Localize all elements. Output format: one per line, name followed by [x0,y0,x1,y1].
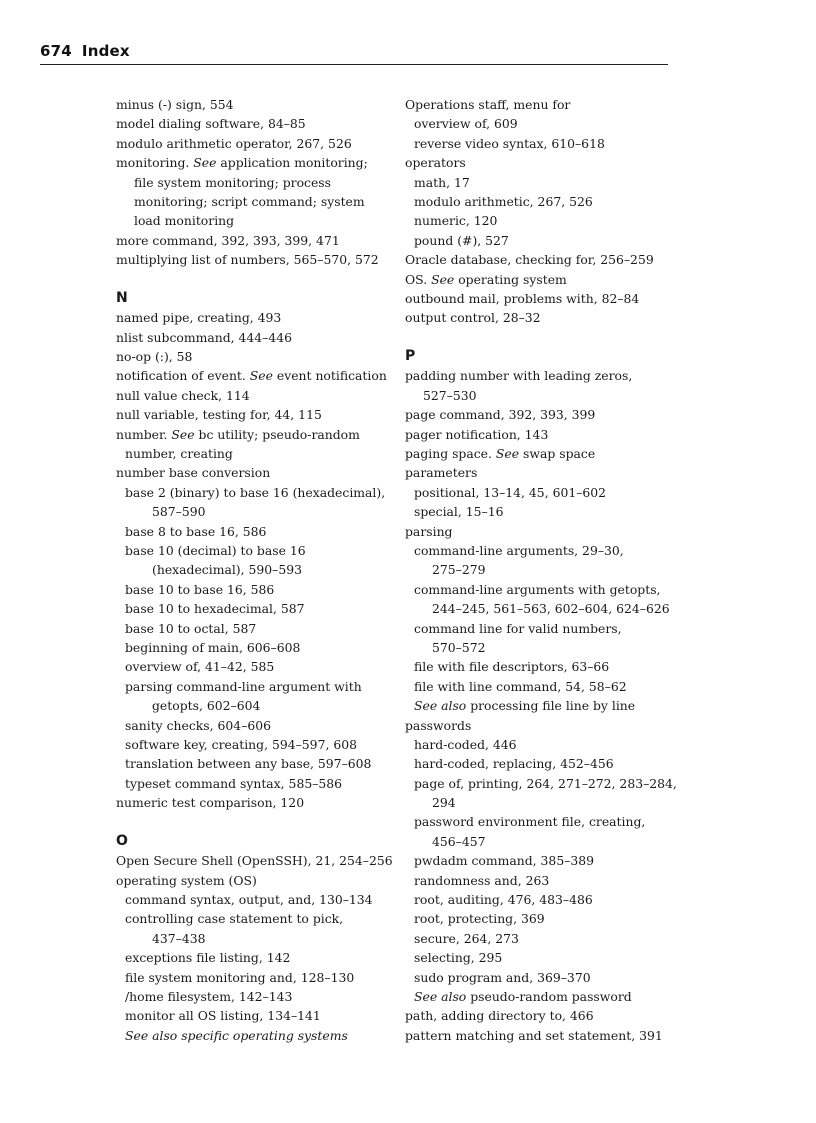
index-subentry [116,890,388,909]
entry-text: root, auditing, 476, 483–486 [414,892,593,908]
index-entry [116,405,388,424]
entry-text: passwords [405,717,472,733]
entry-text: Open Secure Shell (OpenSSH), 21, 254–256 [116,853,393,869]
index-subentry [116,1026,388,1045]
page-title: Index [81,42,130,60]
index-subentry [116,735,388,754]
entry-text: number, creating [125,446,233,462]
index-entry [405,270,673,289]
index-subentry [116,968,388,987]
entry-text: multiplying list of numbers, 565–570, 572 [116,252,379,268]
entry-text: special, 15–16 [414,504,504,520]
entry-text: root, protecting, 369 [414,911,545,927]
entry-text: nlist subcommand, 444–446 [116,329,293,345]
index-entry [405,95,673,114]
index-subentry [116,502,388,521]
index-entry [116,231,388,250]
entry-text: bc utility; pseudo-random [194,426,360,442]
index-entry [116,347,388,366]
index-subentry [116,211,388,230]
index-subentry [116,774,388,793]
entry-text: 570–572 [432,639,486,655]
index-subentry [405,909,673,928]
entry-text: See [193,155,217,171]
entry-text: See also [414,988,467,1004]
index-entry [116,793,388,812]
entry-text: command syntax, output, and, 130–134 [125,892,373,908]
index-subentry [405,812,673,831]
index-subentry [405,929,673,948]
index-column-right [405,95,677,1045]
index-entry [116,153,388,172]
index-subentry [405,735,673,754]
entry-text: operators [405,155,466,171]
index-subentry [116,909,388,928]
index-subentry [405,386,673,405]
index-subentry [116,541,388,560]
index-subentry [405,134,673,153]
entry-text: pattern matching and set statement, 391 [405,1027,663,1043]
index-subentry [405,871,673,890]
index-subentry [116,444,388,463]
index-entry [405,522,673,541]
index-subentry [405,211,673,230]
section-letter: P [405,348,416,365]
index-subentry [405,638,673,657]
index-subentry [116,677,388,696]
entry-text: padding number with leading zeros, [405,368,633,384]
entry-text: modulo arithmetic, 267, 526 [414,193,593,209]
entry-text: command-line arguments with getopts, [414,581,661,597]
index-subentry [116,1006,388,1025]
index-entry [405,308,673,327]
entry-text: modulo arithmetic operator, 267, 526 [116,135,352,151]
index-subentry [405,948,673,967]
entry-text: base 2 (binary) to base 16 (hexadecimal), [125,484,386,500]
entry-text: monitor all OS listing, 134–141 [125,1008,321,1024]
index-subentry [405,580,673,599]
entry-text: hard-coded, replacing, 452–456 [414,756,614,772]
index-subentry [405,192,673,211]
entry-text: sanity checks, 604–606 [125,717,272,733]
entry-text: base 10 (decimal) to base 16 [125,542,306,558]
entry-text: math, 17 [414,174,470,190]
entry-text: password environment file, creating, [414,814,646,830]
entry-text: model dialing software, 84–85 [116,116,306,132]
index-subentry [405,657,673,676]
entry-text: controlling case statement to pick, [125,911,344,927]
entry-text: getopts, 602–604 [152,698,261,714]
entry-text: parsing command-line argument with [125,678,362,694]
index-entry [116,871,388,890]
entry-text: selecting, 295 [414,950,503,966]
entry-text: operating system (OS) [116,872,257,888]
entry-text: base 10 to base 16, 586 [125,581,275,597]
entry-text: application monitoring; [216,155,368,171]
index-entry [405,289,673,308]
entry-text: beginning of main, 606–608 [125,639,301,655]
entry-text: numeric test comparison, 120 [116,795,305,811]
entry-text: load monitoring [134,213,235,229]
entry-text: /home filesystem, 142–143 [125,988,293,1004]
index-entry [405,463,673,482]
index-entry [405,250,673,269]
index-subentry [405,832,673,851]
index-subentry [116,580,388,599]
index-entry [405,405,673,424]
index-subentry [116,599,388,618]
entry-text: pwdadm command, 385–389 [414,853,595,869]
index-subentry [116,929,388,948]
index-entry [405,1006,673,1025]
index-entry [116,851,393,870]
index-subentry [405,987,673,1006]
index-subentry [405,851,673,870]
index-entry [405,153,673,172]
entry-text: translation between any base, 597–608 [125,756,372,772]
entry-text: pager notification, 143 [405,426,549,442]
index-subentry [405,677,673,696]
entry-text: more command, 392, 393, 399, 471 [116,232,340,248]
entry-text: See also specific operating systems [125,1027,348,1043]
index-entry [116,134,388,153]
entry-text: overview of, 609 [414,116,518,132]
index-subentry [405,793,673,812]
index-entry [116,95,388,114]
entry-text: parsing [405,523,453,539]
entry-text: positional, 13–14, 45, 601–602 [414,484,607,500]
entry-text: typeset command syntax, 585–586 [125,775,343,791]
index-subentry [405,560,673,579]
entry-text: 244–245, 561–563, 602–604, 624–626 [432,601,670,617]
index-entry [116,308,388,327]
entry-text: null variable, testing for, 44, 115 [116,407,322,423]
entry-text: hard-coded, 446 [414,736,517,752]
entry-text: randomness and, 263 [414,872,550,888]
entry-text: parameters [405,465,478,481]
index-subentry [405,696,673,715]
entry-text: See [431,271,455,287]
entry-text: sudo program and, 369–370 [414,969,591,985]
index-entry [405,716,673,735]
entry-text: file with file descriptors, 63–66 [414,659,610,675]
index-subentry [405,231,673,250]
entry-text: 587–590 [152,504,206,520]
entry-text: Operations staff, menu for [405,97,571,112]
entry-text: 437–438 [152,930,206,946]
entry-text: command-line arguments, 29–30, [414,542,624,558]
index-subentry [116,522,388,541]
entry-text: outbound mail, problems with, 82–84 [405,290,640,306]
index-entry [116,386,388,405]
index-subentry [405,483,673,502]
entry-text: output control, 28–32 [405,310,541,326]
entry-text: base 10 to octal, 587 [125,620,257,636]
entry-text: exceptions file listing, 142 [125,950,291,966]
index-subentry [116,987,388,1006]
entry-text: page command, 392, 393, 399 [405,407,596,423]
index-entry [116,425,388,444]
index-entry [116,366,388,385]
index-subentry [116,657,388,676]
index-entry [116,250,388,269]
entry-text: pound (#), 527 [414,232,509,248]
index-subentry [116,483,388,502]
section-letter: N [116,289,128,306]
index-entry [405,366,673,385]
entry-text: reverse video syntax, 610–618 [414,135,605,151]
entry-text: named pipe, creating, 493 [116,310,282,326]
index-subentry [116,560,388,579]
entry-text: See also [414,698,467,714]
entry-text: paging space. [405,446,496,462]
index-subentry [405,173,673,192]
index-subentry [405,774,677,793]
index-subentry [116,192,388,211]
index-subentry [405,890,673,909]
entry-text: monitoring; script command; system [134,193,365,209]
index-subentry [405,502,673,521]
entry-text: 456–457 [432,833,486,849]
entry-text: operating system [454,271,567,287]
index-subentry [116,754,388,773]
entry-text: number. [116,426,172,442]
index-entry [116,114,388,133]
entry-text: file system monitoring and, 128–130 [125,969,355,985]
entry-text: 527–530 [423,387,477,403]
index-subentry [116,638,388,657]
entry-text: no-op (:), 58 [116,349,193,365]
entry-text: notification of event. [116,368,250,384]
entry-text: secure, 264, 273 [414,930,519,946]
page-number: 674 [40,42,72,60]
entry-text: file with line command, 54, 58–62 [414,678,627,694]
index-entry [116,463,388,482]
entry-text: monitoring. [116,155,194,171]
index-entry [116,328,388,347]
index-entry [405,444,673,463]
entry-text: base 10 to hexadecimal, 587 [125,601,305,617]
entry-text: (hexadecimal), 590–593 [152,562,302,578]
entry-text: See [249,368,273,384]
index-subentry [405,599,673,618]
running-header [40,42,668,65]
entry-text: Oracle database, checking for, 256–259 [405,252,654,268]
index-subentry [116,948,388,967]
index-subentry [116,619,388,638]
entry-text: processing file line by line [466,698,636,714]
entry-text: 294 [432,795,456,811]
index-subentry [116,696,388,715]
entry-text: overview of, 41–42, 585 [125,659,275,675]
entry-text: numeric, 120 [414,213,498,229]
index-subentry [405,114,673,133]
entry-text: swap space [519,446,596,462]
entry-text: minus (-) sign, 554 [116,97,234,112]
entry-text: number base conversion [116,465,271,481]
entry-text: OS. [405,271,432,287]
index-subentry [116,173,388,192]
index-subentry [116,716,388,735]
entry-text: path, adding directory to, 466 [405,1008,594,1024]
index-subentry [405,754,673,773]
entry-text: 275–279 [432,562,486,578]
entry-text: See [495,446,520,462]
index-subentry [405,968,673,987]
entry-text: command line for valid numbers, [414,620,622,636]
index-subentry [405,541,673,560]
index-entry [405,1026,673,1045]
index-subentry [405,619,673,638]
entry-text: pseudo-random password [466,988,632,1004]
entry-text: base 8 to base 16, 586 [125,523,267,539]
entry-text: software key, creating, 594–597, 608 [125,736,357,752]
index-entry [405,425,673,444]
entry-text: page of, printing, 264, 271–272, 283–284, [414,775,677,791]
index-column-left [116,95,393,1045]
section-letter: O [116,832,128,849]
entry-text: event notification [272,368,387,384]
entry-text: null value check, 114 [116,387,250,403]
entry-text: file system monitoring; process [134,174,332,190]
entry-text: See [171,426,195,442]
